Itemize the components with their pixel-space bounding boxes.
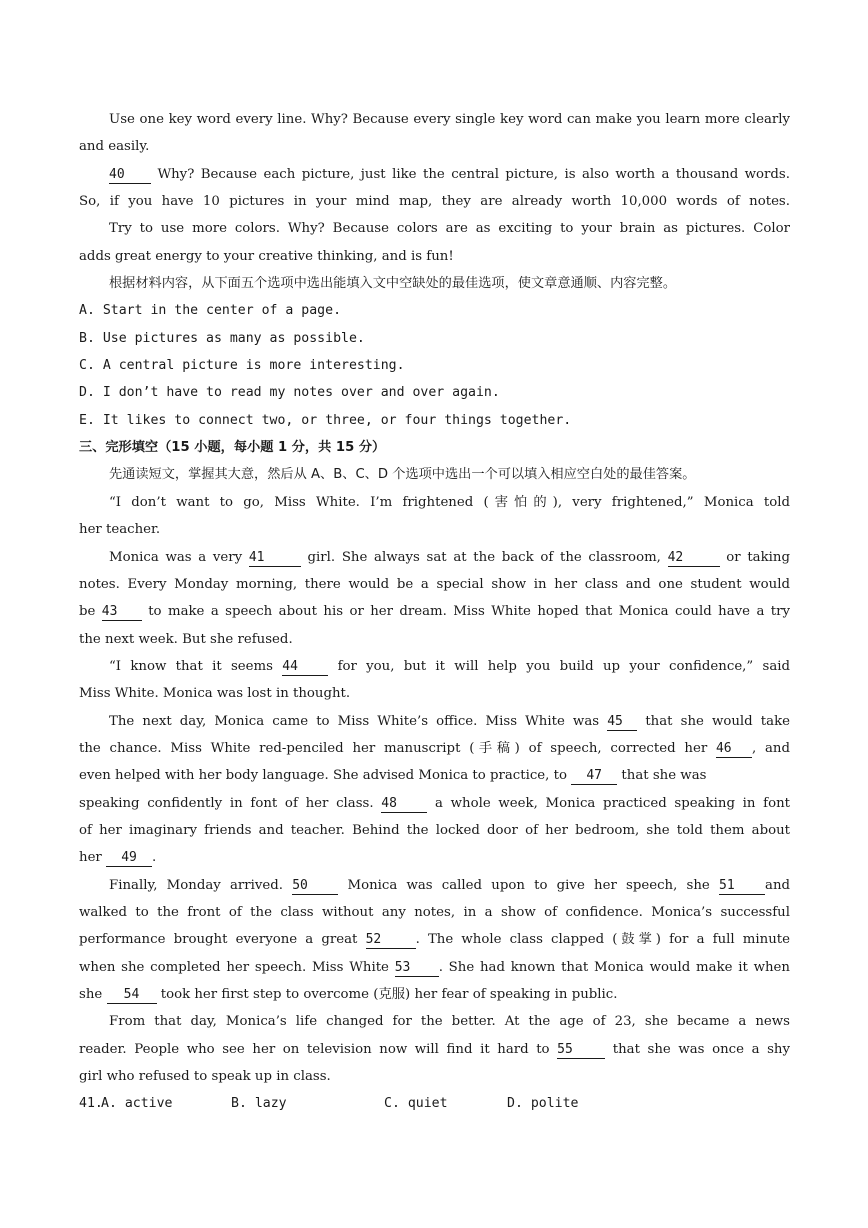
paragraph-line: girl who refused to speak up in class. [79, 1069, 331, 1085]
paragraph-line: the chance. Miss White red-penciled her manuscript (手稿) of speech, corrected her 46 , and [79, 740, 790, 756]
paragraph-line: her 49 . [79, 850, 157, 866]
blank-50: 50 [292, 878, 338, 895]
blank-41: 41 [249, 550, 301, 567]
paragraph-line: From that day, Monica’s life changed for the better. At the age of 23, she became a news [109, 1014, 790, 1030]
paragraph-line: “I don’t want to go, Miss White. I’m frightened (害怕的), very frightened,” Monica told [109, 494, 790, 510]
paragraph-line: speaking confidently in font of her class. 48 a whole week, Monica practiced speaking in font [79, 795, 791, 811]
paragraph-line: So, if you have 10 pictures in your mind map, they are already worth 10,000 words of notes. [79, 194, 790, 210]
paragraph-line: 40 Why? Because each picture, just like the central picture, is also worth a thousand words. [109, 166, 790, 182]
option-e: E. It likes to connect two, or three, or four things together. [79, 412, 572, 428]
paragraph-line: “I know that it seems 44 for you, but it will help you build up your confidence,” said [109, 658, 791, 674]
paragraph-line: notes. Every Monday morning, there would be a special show in her class and one student would [79, 576, 790, 592]
blank-48: 48 [381, 796, 427, 813]
paragraph-line: Monica was a very 41 girl. She always sat at the back of the classroom, 42 or taking [109, 549, 790, 565]
blank-55: 55 [557, 1042, 605, 1059]
option-c: C. A central picture is more interesting. [79, 358, 405, 374]
paragraph-line: Try to use more colors. Why? Because colors are as exciting to your brain as pictures. Color [109, 221, 790, 237]
choice-a: A. active [101, 1096, 173, 1112]
blank-40: 40 [109, 167, 151, 184]
choice-d: D. polite [507, 1096, 579, 1112]
paragraph-line: Use one key word every line. Why? Because every single key word can make you learn more clearly [109, 112, 790, 127]
option-d: D. I don’t have to read my notes over and over again. [79, 385, 500, 401]
choice-b: B. lazy [231, 1096, 287, 1112]
paragraph-line: even helped with her body language. She advised Monica to practice, to 47 that she was [79, 768, 707, 784]
blank-44: 44 [282, 659, 328, 676]
option-a: A. Start in the center of a page. [79, 303, 342, 319]
page-content [79, 106, 790, 1118]
blank-46: 46 [716, 741, 752, 758]
blank-45: 45 [607, 714, 637, 731]
option-b: B. Use pictures as many as possible. [79, 330, 365, 346]
paragraph-line: Finally, Monday arrived. 50 Monica was called upon to give her speech, she 51 and [109, 877, 791, 893]
paragraph-line: adds great energy to your creative thinking, and is fun! [79, 248, 454, 264]
paragraph-line: reader. People who see her on television now will find it hard to 55 that she was once a shy [79, 1041, 790, 1057]
paragraph-line: when she completed her speech. Miss White 53 . She had known that Monica would make it when [79, 959, 790, 975]
paragraph-line: be 43 to make a speech about his or her dream. Miss White hoped that Monica could have a try [79, 604, 790, 620]
question-number: 41. [79, 1096, 103, 1112]
blank-49: 49 [106, 850, 152, 867]
choice-c: C. quiet [384, 1096, 448, 1112]
task-instruction: 根据材料内容，从下面五个选项中选出能填入文中空缺处的最佳选项，使文章意通顺、内容完整。 [109, 276, 677, 292]
section-heading: 三、完形填空（15 小题，每小题 1 分，共 15 分） [79, 440, 386, 456]
paragraph-line: and easily. [79, 139, 150, 155]
paragraph-line: The next day, Monica came to Miss White’s office. Miss White was 45 that she would take [109, 713, 791, 729]
section-instruction: 先通读短文，掌握其大意，然后从 A、B、C、D 个选项中选出一个可以填入相应空白处的最佳答案。 [109, 467, 696, 483]
blank-51: 51 [719, 878, 765, 895]
blank-47: 47 [571, 768, 617, 785]
paragraph-line: walked to the front of the class without any notes, in a show of confidence. Monica’s successful [79, 904, 790, 920]
paragraph-line: her teacher. [79, 522, 161, 538]
paragraph-line: of her imaginary friends and teacher. Behind the locked door of her bedroom, she told them about [79, 822, 790, 838]
paragraph-line: she 54 took her first step to overcome (克服) her fear of speaking in public. [79, 987, 618, 1002]
paragraph-line: the next week. But she refused. [79, 631, 293, 647]
blank-54: 54 [107, 987, 157, 1004]
paragraph-line: Miss White. Monica was lost in thought. [79, 686, 351, 702]
blank-42: 42 [668, 550, 720, 567]
blank-43: 43 [102, 604, 142, 621]
question-41 [79, 1090, 790, 1117]
blank-53: 53 [395, 960, 439, 977]
paragraph-line: performance brought everyone a great 52 . The whole class clapped (鼓掌) for a full minute [79, 932, 790, 948]
blank-52: 52 [366, 932, 416, 949]
